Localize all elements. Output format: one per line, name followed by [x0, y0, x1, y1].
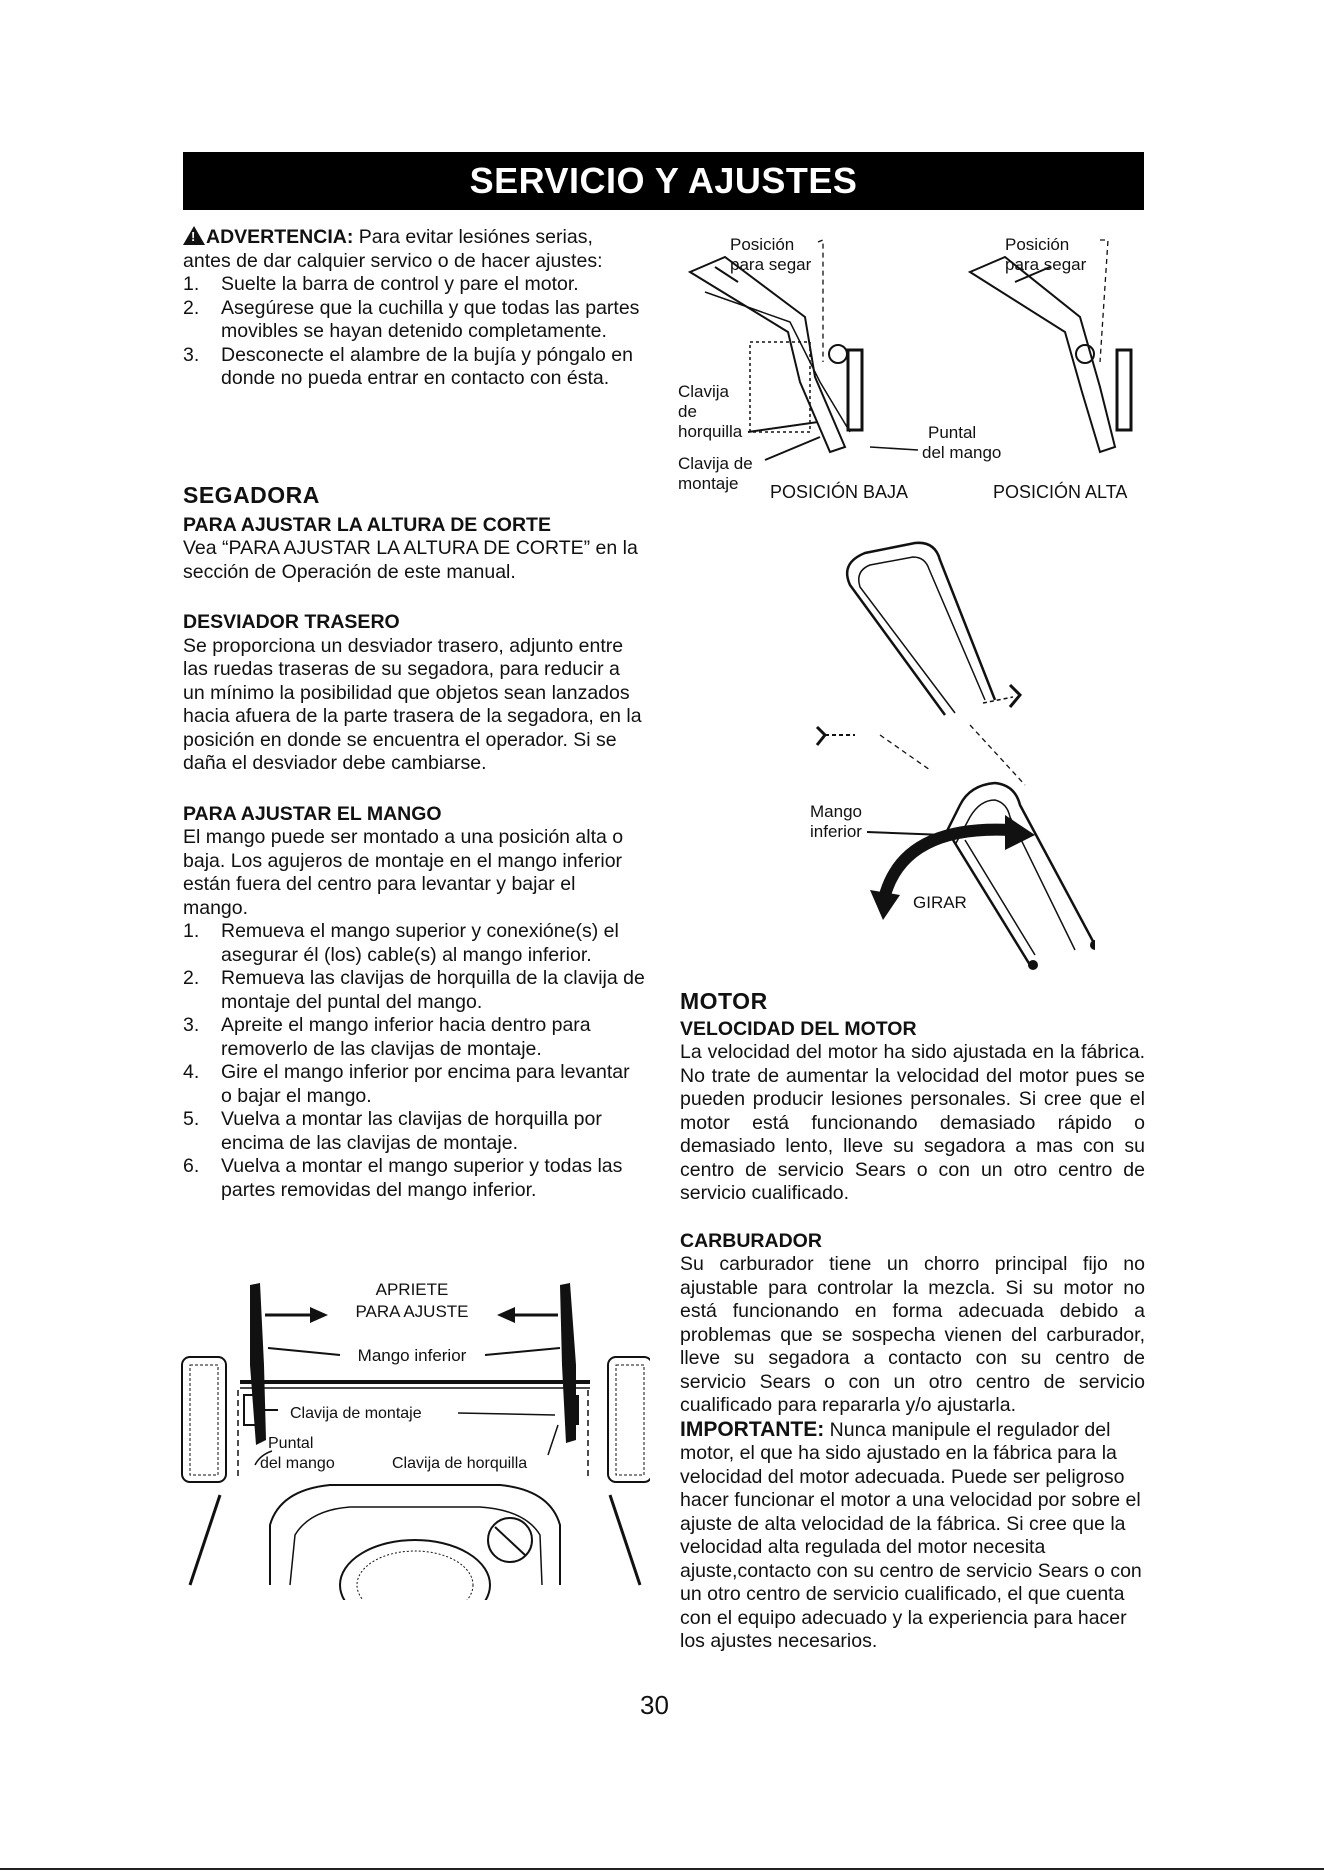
- left-wheel-icon: [182, 1357, 226, 1482]
- carburetor-text: Su carburador tiene un chorro principal fijo no ajustable para controlar la mezcla. Si su motor no está funcionando en forma adecuada debido a problemas que se sospecha vienen del carburador, lleve su segadora a contacto con su centro de servicio Sears o con un otro centro de servicio cualificado para repararla y/o ajustarla.: [680, 1253, 1145, 1416]
- apriete-label: APRIETE: [375, 1280, 449, 1299]
- page-number: 30: [640, 1690, 669, 1720]
- important-text: Nunca manipule el regulador del motor, el que ha sido ajustado en la fábrica para la velocidad del motor adecuada. Puede ser peligroso hacer funcionar el motor a una velocidad por sobre el ajuste de alta velocidad de la fábrica. Si cree que la velocidad alta regulada del motor necesita ajuste,contacto con su centro de servicio Sears o con un otro centro de servicio cualificado, el que cuenta con el equipo adecuado y la experiencia para hacer los ajustes necesarios.: [680, 1418, 1142, 1652]
- motor-section: [680, 990, 1145, 1654]
- para-ajuste-label: PARA AJUSTE: [355, 1302, 469, 1321]
- segadora-heading: SEGADORA: [183, 482, 320, 508]
- list-item: 5. Vuelva a montar las clavijas de horquilla por encima de las clavijas de montaje.: [183, 1108, 602, 1154]
- list-item: 6. Vuelva a montar el mango superior y todas las partes removidas del mango inferior.: [183, 1155, 623, 1201]
- posicion-label-a: Posición: [730, 235, 795, 254]
- list-item: 2. Remueva las clavijas de horquilla de la clavija de montaje del puntal del mango.: [183, 967, 645, 1013]
- mango-label: Mango: [810, 802, 862, 821]
- list-item: 1. Suelte la barra de control y pare el motor.: [183, 273, 579, 295]
- clavija-m-label-1: Clavija de: [678, 454, 753, 473]
- inferior-label: inferior: [810, 822, 862, 841]
- puntal-label: Puntal: [268, 1435, 314, 1452]
- list-item: 4. Gire el mango inferior por encima para levantar o bajar el mango.: [183, 1061, 630, 1107]
- engine-speed-heading: VELOCIDAD DEL MOTOR: [680, 1017, 917, 1040]
- mango-inferior-label: Mango inferior: [357, 1346, 467, 1365]
- warning-block: [183, 224, 645, 391]
- clavija-m-label-2: montaje: [678, 474, 739, 493]
- list-item: 3. Desconecte el alambre de la bujía y póngalo en donde no pueda entrar en contacto con ésta.: [183, 343, 633, 389]
- engine-speed-text: La velocidad del motor ha sido ajustada en la fábrica. No trate de aumentar la velocidad del motor pues se pueden producir lesiones personales. Si cree que el motor está funcionando demasiado rápido o demasiado lento, lleve su segadora a mas con su centro de servicio Sears o con un otro centro de servicio cualificado.: [680, 1041, 1145, 1204]
- list-item: 1. Remueva el mango superior y conexióne(s) el asegurar él (los) cable(s) al mango inferior.: [183, 920, 619, 966]
- warning-icon: [183, 226, 205, 245]
- carburetor-heading: CARBURADOR: [680, 1229, 822, 1252]
- clavija-montaje-label: Clavija de montaje: [290, 1405, 422, 1422]
- engine-icon: [270, 1485, 560, 1585]
- posicion-baja-label: POSICIÓN BAJA: [770, 482, 909, 502]
- list-item: 2. Asegúrese que la cuchilla y que todas las partes movibles se hayan detenido completamente.: [183, 296, 640, 342]
- del-mango-label-top: del mango: [922, 443, 1002, 462]
- important-note: [680, 1418, 1145, 1654]
- bottom-rule: [0, 1868, 1324, 1870]
- segadora-section: [183, 484, 645, 1202]
- clavija-h-label-2: de: [678, 402, 697, 421]
- girar-label: GIRAR: [913, 893, 967, 912]
- cut-height-text: Vea “PARA AJUSTAR LA ALTURA DE CORTE” en la sección de Operación de este manual.: [183, 537, 638, 583]
- clavija-horquilla-label: Clavija de horquilla: [392, 1455, 528, 1472]
- rear-deflector-heading: DESVIADOR TRASERO: [183, 611, 400, 633]
- para-segar-label-b: para segar: [1005, 255, 1087, 274]
- clavija-h-label-3: horquilla: [678, 422, 743, 441]
- rotate-handle-figure: [795, 535, 1095, 985]
- handle-steps: [183, 920, 645, 1202]
- handle-text: El mango puede ser montado a una posición alta o baja. Los agujeros de montaje en el mango inferior están fuera del centro para levantar y bajar el mango.: [183, 826, 624, 919]
- motor-heading: MOTOR: [680, 988, 768, 1014]
- posicion-alta-label: POSICIÓN ALTA: [993, 482, 1128, 502]
- puntal-label-top: Puntal: [928, 423, 977, 442]
- warning-label: ADVERTENCIA:: [206, 226, 354, 248]
- warning-text: Para evitar lesiónes serias, antes de dar calquier servico o de hacer ajustes:: [183, 226, 603, 272]
- clavija-h-label-1: Clavija: [678, 382, 730, 401]
- del-mango-label: del mango: [260, 1455, 335, 1472]
- handle-heading: PARA AJUSTAR EL MANGO: [183, 802, 442, 825]
- handle-positions-figure: [670, 222, 1145, 507]
- para-segar-label-a: para segar: [730, 255, 812, 274]
- important-label: IMPORTANTE:: [680, 1417, 825, 1441]
- posicion-label-b: Posición: [1005, 235, 1070, 254]
- handle-assembly-figure: [180, 1265, 650, 1600]
- warning-list: [183, 273, 645, 391]
- section-banner: SERVICIO Y AJUSTES: [183, 152, 1144, 210]
- cut-height-heading: PARA AJUSTAR LA ALTURA DE CORTE: [183, 513, 551, 536]
- list-item: 3. Apreite el mango inferior hacia dentro para removerlo de las clavijas de montaje.: [183, 1014, 591, 1060]
- rear-deflector-text: Se proporciona un desviador trasero, adjunto entre las ruedas traseras de su segadora, para reducir a un mínimo la posibilidad que objetos sean lanzados hacia afuera de la parte trasera de la segadora, en la posición en donde se encuentra el operador. Si se daña el desviador debe cambiarse.: [183, 634, 642, 774]
